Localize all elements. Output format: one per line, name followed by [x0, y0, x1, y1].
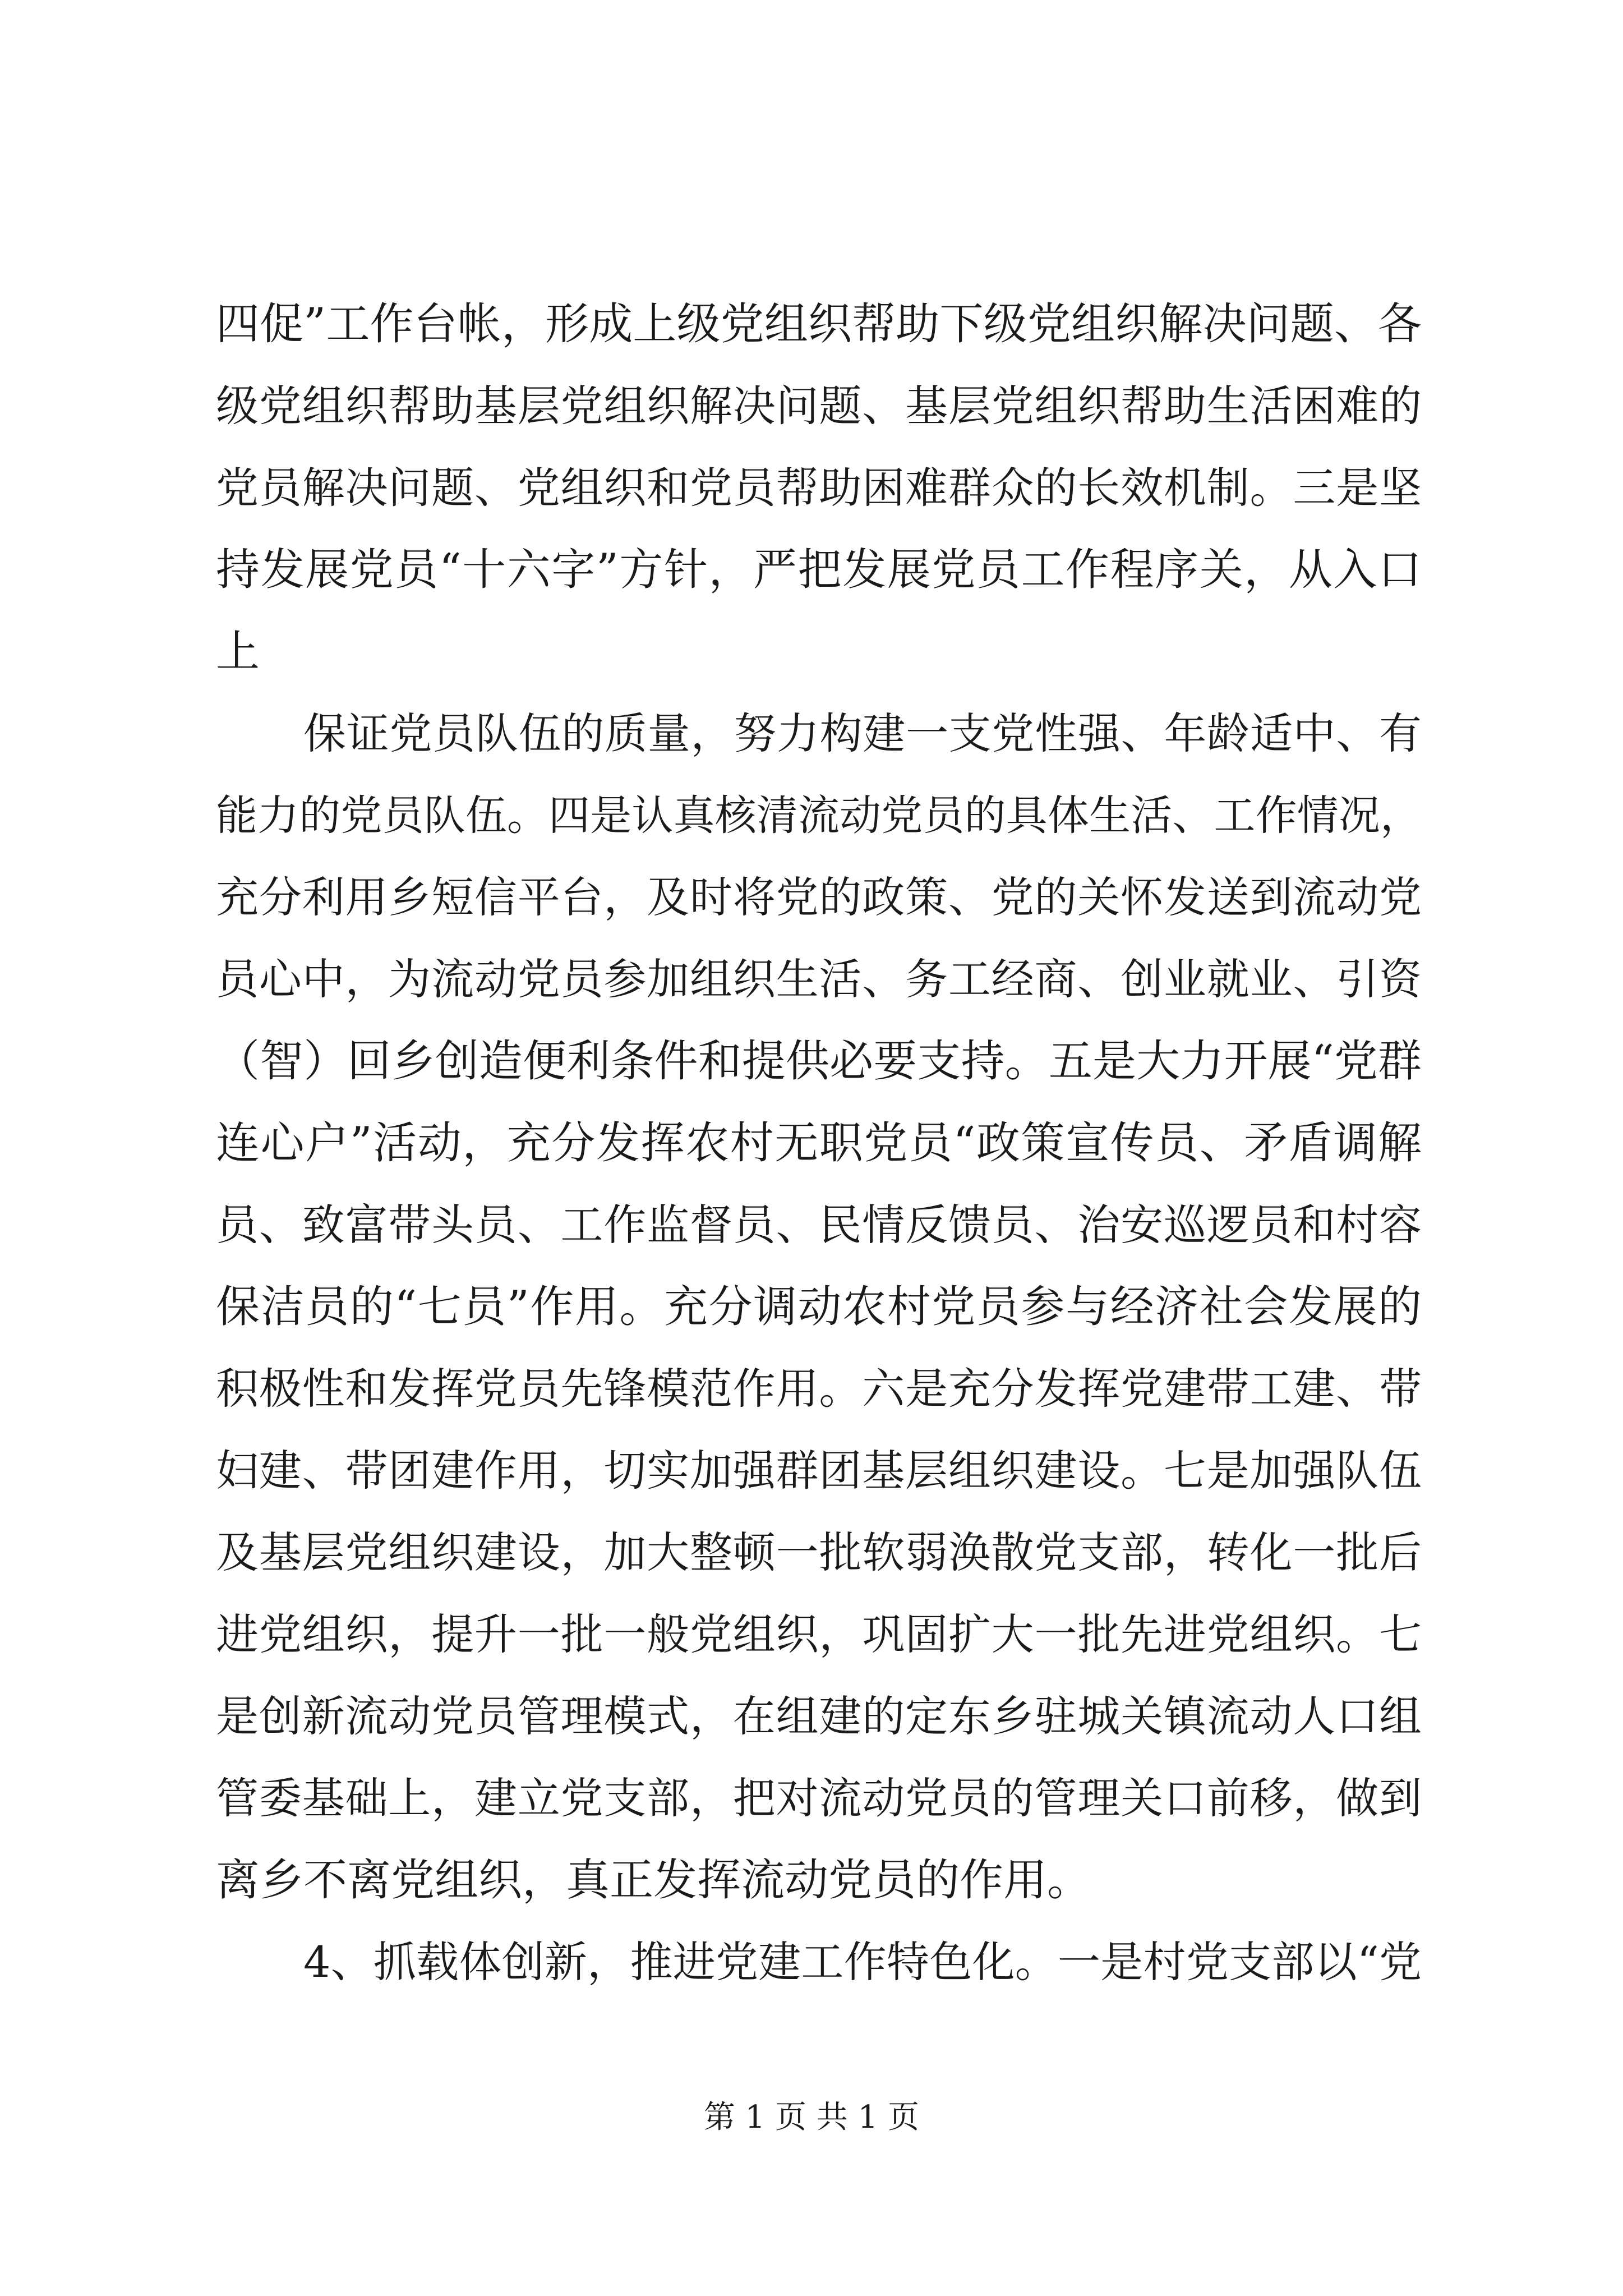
page-number-label: 第 1 页 共 1 页 [703, 2099, 920, 2136]
document-body [216, 283, 1422, 2003]
text-line-11: 连心户”活动，充分发挥农村无职党员“政策宣传员、矛盾调解 [216, 1118, 1422, 1168]
text-line-8: 充分利用乡短信平台，及时将党的政策、党的关怀发送到流动党 [216, 872, 1422, 922]
text-line-14: 积极性和发挥党员先锋模范作用。六是充分发挥党建带工建、带 [216, 1364, 1422, 1414]
text-line-19: 管委基础上，建立党支部，把对流动党员的管理关口前移，做到 [216, 1773, 1422, 1823]
text-line-12: 员、致富带头员、工作监督员、民情反馈员、治安巡逻员和村容 [216, 1200, 1422, 1250]
text-line-15: 妇建、带团建作用，切实加强群团基层组织建设。七是加强队伍 [216, 1446, 1422, 1496]
text-line-1: 四促”工作台帐，形成上级党组织帮助下级党组织解决问题、各 [216, 299, 1422, 349]
page-footer [0, 2095, 1623, 2140]
text-line-20: 离乡不离党组织，真正发挥流动党员的作用。 [216, 1855, 1091, 1906]
text-line-18: 是创新流动党员管理模式，在组建的定东乡驻城关镇流动人口组 [216, 1691, 1422, 1741]
text-line-7: 能力的党员队伍。四是认真核清流动党员的具体生活、工作情况， [216, 792, 1422, 840]
text-line-9: 员心中，为流动党员参加组织生活、务工经商、创业就业、引资 [216, 954, 1422, 1004]
text-line-13: 保洁员的“七员”作用。充分调动农村党员参与经济社会发展的 [216, 1282, 1422, 1332]
text-line-4: 持发展党员“十六字”方针，严把发展党员工作程序关，从入口 [216, 545, 1422, 595]
text-line-2: 级党组织帮助基层党组织解决问题、基层党组织帮助生活困难的 [216, 381, 1422, 431]
text-line-21: 4、抓载体创新，推进党建工作特色化。一是村党支部以“党 [303, 1937, 1422, 1987]
text-line-17: 进党组织，提升一批一般党组织，巩固扩大一批先进党组织。七 [216, 1609, 1422, 1659]
text-line-6: 保证党员队伍的质量，努力构建一支党性强、年龄适中、有 [303, 708, 1422, 758]
text-line-5: 上 [216, 627, 260, 677]
text-line-10: （智）回乡创造便利条件和提供必要支持。五是大力开展“党群 [216, 1036, 1422, 1087]
text-line-16: 及基层党组织建设，加大整顿一批软弱涣散党支部，转化一批后 [216, 1527, 1422, 1577]
text-line-3: 党员解决问题、党组织和党员帮助困难群众的长效机制。三是坚 [216, 463, 1422, 513]
